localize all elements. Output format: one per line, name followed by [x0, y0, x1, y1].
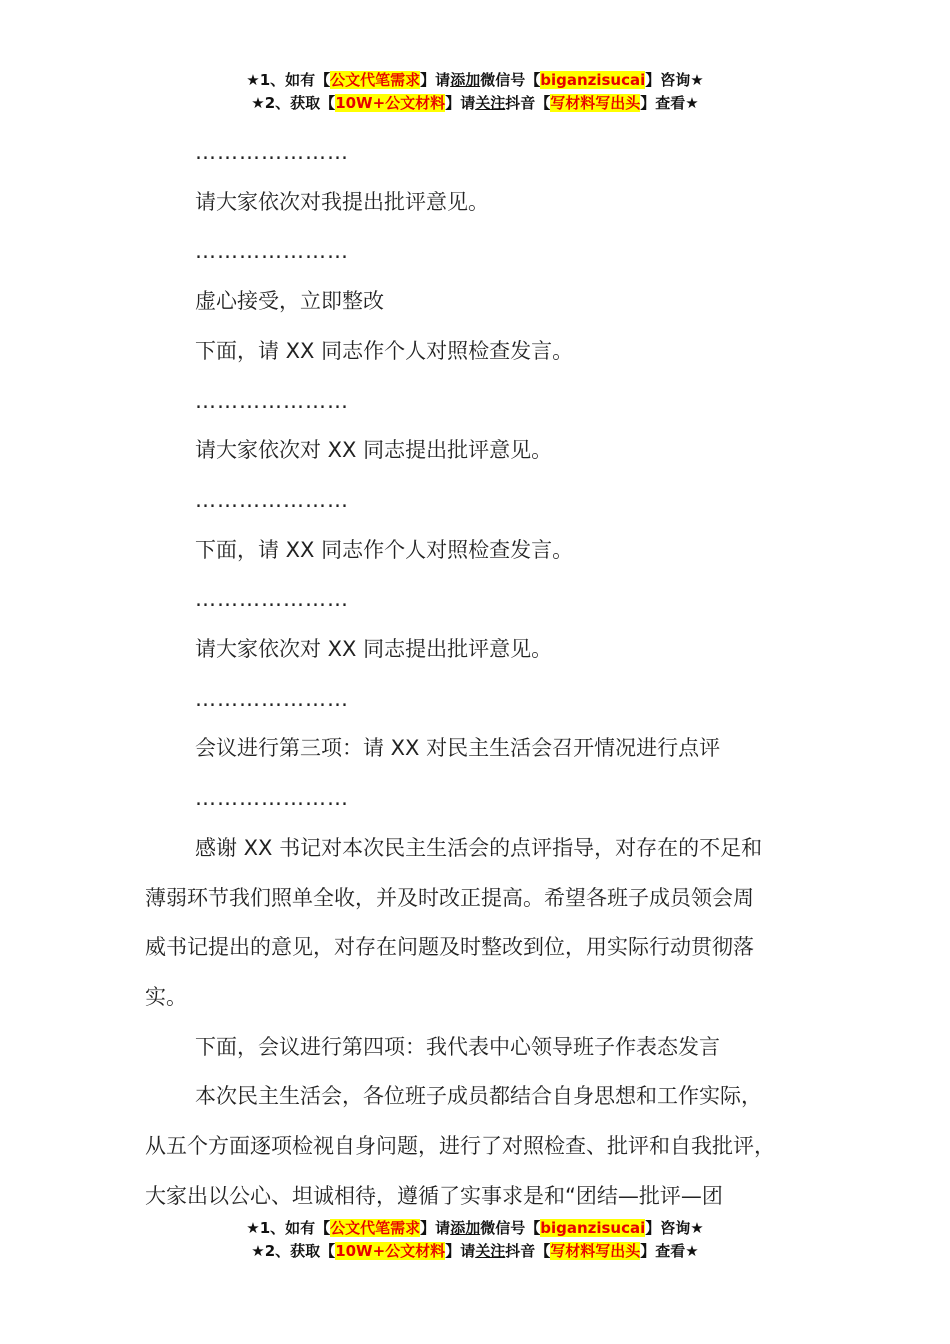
banner-text: 】请 — [445, 94, 476, 112]
banner-highlight: biganzisucai — [540, 1219, 646, 1237]
banner-text: 】咨询★ — [645, 1219, 704, 1237]
paragraph-line: 薄弱环节我们照单全收，并及时改正提高。希望各班子成员领会周 — [145, 885, 754, 910]
banner-text: ★2、获取【 — [251, 1242, 336, 1260]
body-line: 请大家依次对 XX 同志提出批评意见。 — [195, 637, 553, 662]
ellipsis-line: ………………… — [195, 388, 349, 413]
banner-text: ★1、如有【 — [246, 1219, 331, 1237]
body-line: 下面，请 XX 同志作个人对照检查发言。 — [195, 338, 574, 363]
paragraph-line: 本次民主生活会，各位班子成员都结合自身思想和工作实际， — [195, 1084, 762, 1109]
banner-text: 抖音【 — [505, 94, 551, 112]
banner-highlight: 写材料写出头 — [550, 1242, 641, 1260]
ellipsis-line: ………………… — [195, 140, 349, 164]
body-line: 会议进行第三项：请 XX 对民主生活会召开情况进行点评 — [195, 736, 721, 761]
body-line: 下面，请 XX 同志作个人对照检查发言。 — [195, 537, 574, 562]
banner-text: 微信号【 — [480, 71, 541, 89]
paragraph-line: 威书记提出的意见，对存在问题及时整改到位，用实际行动贯彻落 — [145, 935, 754, 960]
banner-highlight: 公文代笔需求 — [330, 1219, 421, 1237]
banner-text: 抖音【 — [505, 1242, 551, 1260]
banner-line-2 — [0, 92, 950, 115]
body-line: 请大家依次对我提出批评意见。 — [195, 189, 489, 214]
banner-highlight: 写材料写出头 — [550, 94, 641, 112]
banner-text: 】请 — [445, 1242, 476, 1260]
banner-underline: 添加 — [450, 71, 481, 89]
banner-highlight: 10W+公文材料 — [335, 94, 446, 112]
banner-text: ★2、获取【 — [251, 94, 336, 112]
ellipsis-line: ………………… — [195, 686, 349, 711]
banner-line-2 — [0, 1240, 950, 1263]
banner-text: 】查看★ — [640, 1242, 699, 1260]
footer-banner — [0, 1217, 950, 1263]
body-line: 虚心接受，立即整改 — [195, 289, 384, 314]
paragraph-thanks — [145, 824, 811, 1023]
ellipsis-line: ………………… — [195, 786, 349, 811]
ellipsis-line: ………………… — [195, 487, 349, 512]
banner-line-1 — [0, 69, 950, 92]
paragraph-line: 实。 — [145, 984, 187, 1009]
banner-text: 微信号【 — [480, 1219, 541, 1237]
banner-underline: 关注 — [475, 94, 506, 112]
banner-text: ★1、如有【 — [246, 71, 331, 89]
banner-underline: 关注 — [475, 1242, 506, 1260]
banner-highlight: 10W+公文材料 — [335, 1242, 446, 1260]
document-body — [145, 128, 811, 1221]
header-banner — [0, 69, 950, 115]
banner-text: 】请 — [420, 1219, 451, 1237]
banner-text: 】请 — [420, 71, 451, 89]
paragraph-statement — [145, 1072, 811, 1221]
banner-line-1 — [0, 1217, 950, 1240]
ellipsis-line: ………………… — [195, 239, 349, 264]
banner-highlight: 公文代笔需求 — [330, 71, 421, 89]
body-line: 下面，会议进行第四项：我代表中心领导班子作表态发言 — [195, 1034, 720, 1059]
paragraph-line: 从五个方面逐项检视自身问题，进行了对照检查、批评和自我批评， — [145, 1134, 775, 1159]
banner-text: 】咨询★ — [645, 71, 704, 89]
paragraph-line: 大家出以公心、坦诚相待，遵循了实事求是和“团结—批评—团 — [145, 1183, 723, 1208]
body-line: 请大家依次对 XX 同志提出批评意见。 — [195, 438, 553, 463]
ellipsis-line: ………………… — [195, 587, 349, 612]
paragraph-line: 感谢 XX 书记对本次民主生活会的点评指导，对存在的不足和 — [195, 835, 763, 860]
banner-text: 】查看★ — [640, 94, 699, 112]
banner-underline: 添加 — [450, 1219, 481, 1237]
banner-highlight: biganzisucai — [540, 71, 646, 89]
